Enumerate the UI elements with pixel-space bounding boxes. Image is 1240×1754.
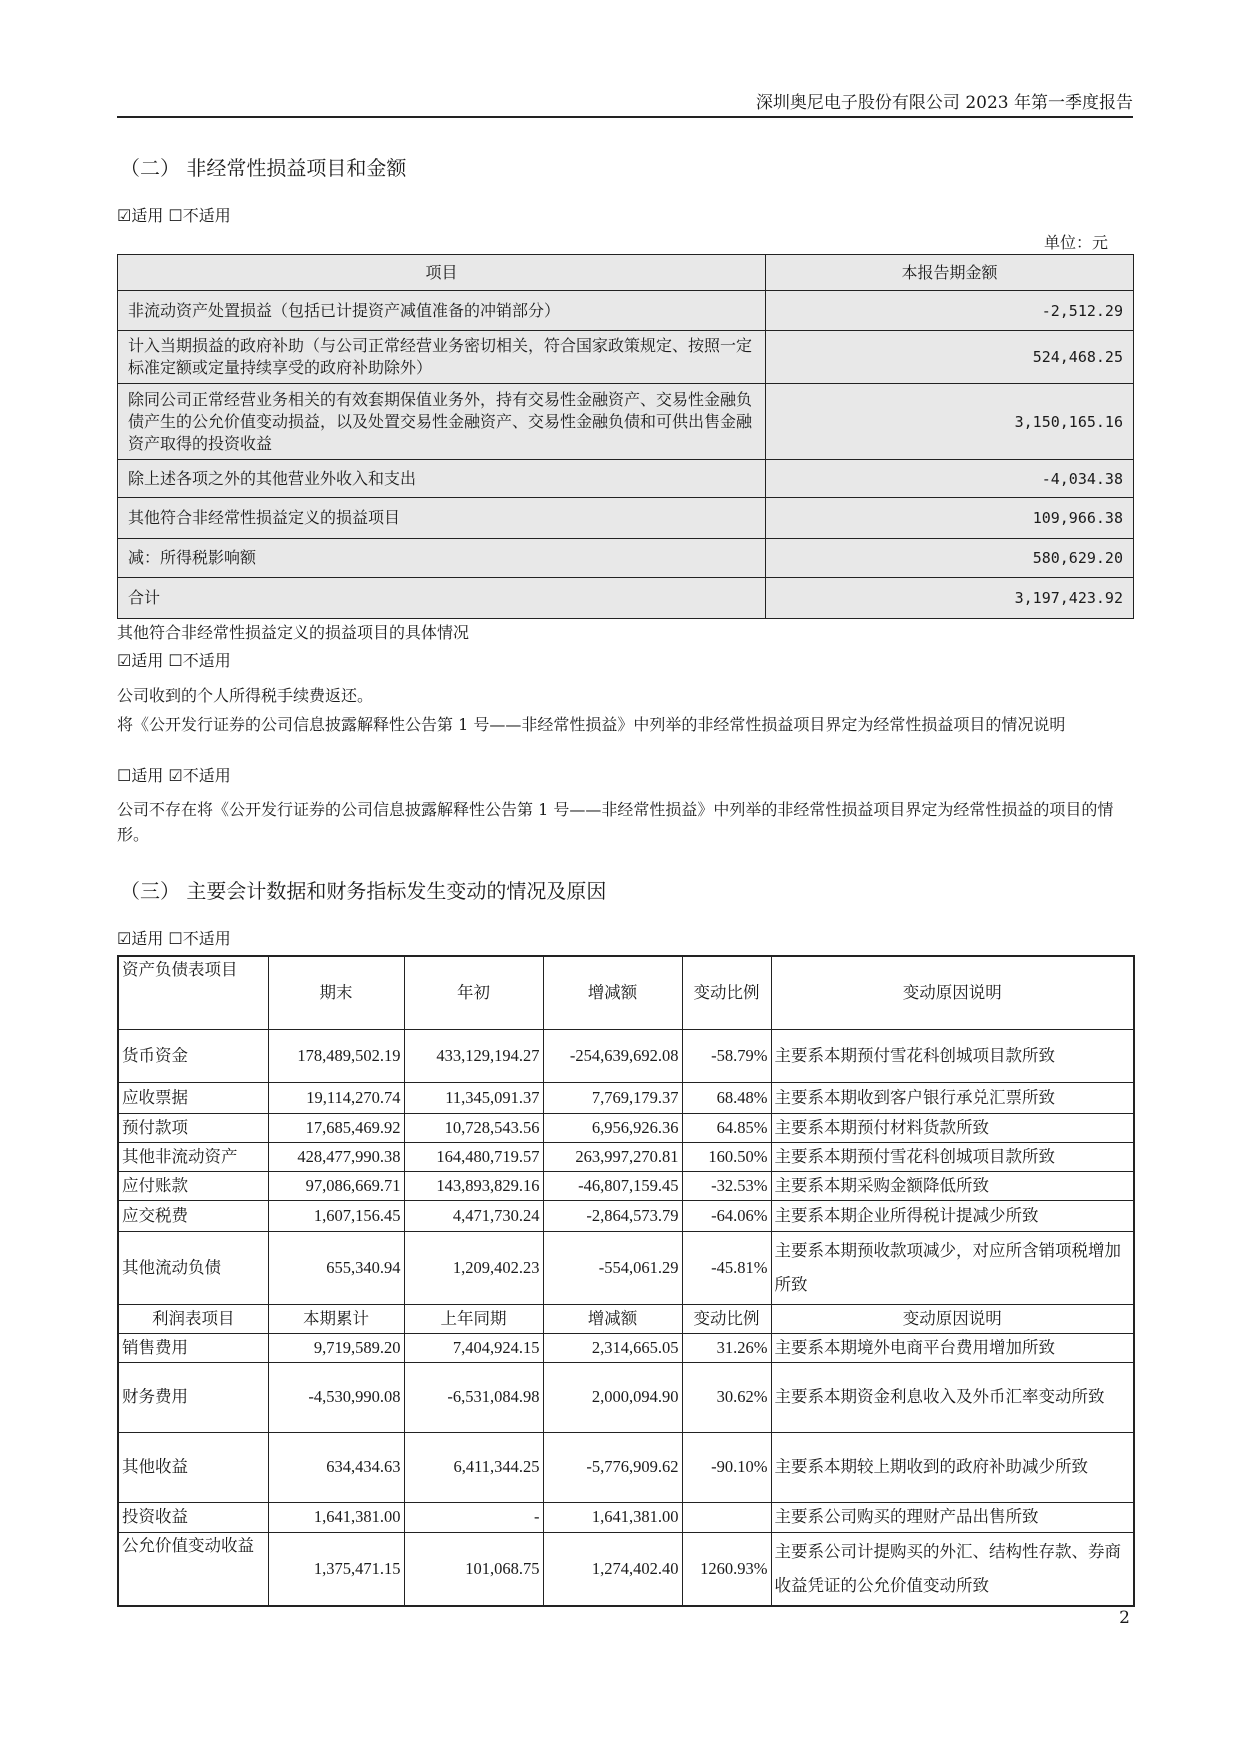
table-cell: -254,639,692.08: [543, 1029, 682, 1082]
table-cell: 97,086,669.71: [268, 1171, 404, 1200]
table-cell: 263,997,270.81: [543, 1142, 682, 1171]
table-row-item: 货币资金: [118, 1029, 268, 1082]
table-cell-reason: 主要系本期预付雪花科创城项目款所致: [771, 1142, 1134, 1171]
table-row-item: 除同公司正常经营业务相关的有效套期保值业务外，持有交易性金融资产、交易性金融负债产生的公允价值变动损益，以及处置交易性金融资产、交易性金融负债和可供出售金融资产取得的投资收益: [118, 384, 766, 460]
table-cell-reason: 主要系本期境外电商平台费用增加所致: [771, 1333, 1134, 1362]
col-item-header: 项目: [118, 255, 766, 291]
table-cell: 68.48%: [682, 1082, 771, 1113]
table-cell: -2,864,573.79: [543, 1200, 682, 1231]
table-cell: -46,807,159.45: [543, 1171, 682, 1200]
table-cell: 19,114,270.74: [268, 1082, 404, 1113]
table-row-item: 其他收益: [118, 1432, 268, 1502]
page-number: 2: [1119, 1608, 1130, 1628]
table-row-item: 其他流动负债: [118, 1231, 268, 1304]
col-amount-header: 本报告期金额: [766, 255, 1134, 291]
other-items-title: 其他符合非经常性损益定义的损益项目的具体情况: [117, 623, 470, 642]
other-items-applicable: ☑适用 ☐不适用: [117, 651, 231, 670]
table-cell-reason: 主要系本期较上期收到的政府补助减少所致: [771, 1432, 1134, 1502]
table-cell: 1,641,381.00: [543, 1502, 682, 1532]
bs-header-begin: 年初: [404, 956, 543, 1029]
table-cell-reason: 主要系本期企业所得税计提减少所致: [771, 1200, 1134, 1231]
table-cell: -4,530,990.08: [268, 1362, 404, 1432]
is-header-current: 本期累计: [268, 1304, 404, 1333]
table-cell: 655,340.94: [268, 1231, 404, 1304]
table-cell: 160.50%: [682, 1142, 771, 1171]
table-cell: 143,893,829.16: [404, 1171, 543, 1200]
table-cell: 634,434.63: [268, 1432, 404, 1502]
table-cell-reason: 主要系公司计提购买的外汇、结构性存款、券商收益凭证的公允价值变动所致: [771, 1532, 1134, 1606]
table-cell: 1260.93%: [682, 1532, 771, 1606]
table-cell-reason: 主要系本期收到客户银行承兑汇票所致: [771, 1082, 1134, 1113]
table-cell: 11,345,091.37: [404, 1082, 543, 1113]
table-row-item: 计入当期损益的政府补助（与公司正常经营业务密切相关，符合国家政策规定、按照一定标准定额或定量持续享受的政府补助除外）: [118, 331, 766, 384]
section3-heading: （三） 主要会计数据和财务指标发生变动的情况及原因: [120, 879, 607, 903]
table-cell: 101,068.75: [404, 1532, 543, 1606]
table-row-item: 预付款项: [118, 1113, 268, 1142]
table-cell-reason: 主要系本期资金利息收入及外币汇率变动所致: [771, 1362, 1134, 1432]
is-header-change: 增减额: [543, 1304, 682, 1333]
table-cell: 1,607,156.45: [268, 1200, 404, 1231]
section3-applicable: ☑适用 ☐不适用: [117, 929, 231, 948]
table-row-amount: 3,150,165.16: [766, 384, 1134, 460]
table-row-amount: -2,512.29: [766, 291, 1134, 331]
table-row-item: 公允价值变动收益: [118, 1532, 268, 1606]
table-cell: 30.62%: [682, 1362, 771, 1432]
table-cell: 433,129,194.27: [404, 1029, 543, 1082]
bs-header-reason: 变动原因说明: [771, 956, 1134, 1029]
table-cell-reason: 主要系本期采购金额降低所致: [771, 1171, 1134, 1200]
table-cell: 6,956,926.36: [543, 1113, 682, 1142]
table-row-item: 应付账款: [118, 1171, 268, 1200]
table-row-item: 投资收益: [118, 1502, 268, 1532]
table-cell: 1,641,381.00: [268, 1502, 404, 1532]
bs-header-end: 期末: [268, 956, 404, 1029]
table-cell: 6,411,344.25: [404, 1432, 543, 1502]
table-row-item: 除上述各项之外的其他营业外收入和支出: [118, 460, 766, 498]
table-row-amount: 109,966.38: [766, 498, 1134, 539]
table-row-item: 应交税费: [118, 1200, 268, 1231]
table-row-item: 财务费用: [118, 1362, 268, 1432]
table-cell: 7,404,924.15: [404, 1333, 543, 1362]
table-cell: 4,471,730.24: [404, 1200, 543, 1231]
define-text: 公司不存在将《公开发行证券的公司信息披露解释性公告第 1 号——非经常性损益》中列举的非经常性损益项目界定为经常性损益的项目的情形。: [117, 800, 1114, 844]
is-header-item: 利润表项目: [118, 1304, 268, 1333]
table-row-amount: -4,034.38: [766, 460, 1134, 498]
table-cell: 164,480,719.57: [404, 1142, 543, 1171]
report-header: [117, 82, 1133, 118]
non-recurring-table: [117, 254, 1134, 619]
table-cell-reason: 主要系本期预付雪花科创城项目款所致: [771, 1029, 1134, 1082]
table-cell: 428,477,990.38: [268, 1142, 404, 1171]
table-cell: -58.79%: [682, 1029, 771, 1082]
table-cell: 1,375,471.15: [268, 1532, 404, 1606]
table-cell-reason: 主要系本期预付材料货款所致: [771, 1113, 1134, 1142]
table-cell: 1,209,402.23: [404, 1231, 543, 1304]
table-row-amount: 3,197,423.92: [766, 578, 1134, 619]
table-cell: 9,719,589.20: [268, 1333, 404, 1362]
table-row-item: 销售费用: [118, 1333, 268, 1362]
table-row-amount: 580,629.20: [766, 539, 1134, 578]
table-cell: 7,769,179.37: [543, 1082, 682, 1113]
table-cell: 1,274,402.40: [543, 1532, 682, 1606]
table-cell-reason: 主要系公司购买的理财产品出售所致: [771, 1502, 1134, 1532]
table-cell: 17,685,469.92: [268, 1113, 404, 1142]
table-row-item: 非流动资产处置损益（包括已计提资产减值准备的冲销部分）: [118, 291, 766, 331]
table-cell: 2,000,094.90: [543, 1362, 682, 1432]
table-cell: [682, 1502, 771, 1532]
bs-header-ratio: 变动比例: [682, 956, 771, 1029]
table-cell: 31.26%: [682, 1333, 771, 1362]
table-cell: -90.10%: [682, 1432, 771, 1502]
is-header-ratio: 变动比例: [682, 1304, 771, 1333]
bs-header-item: 资产负债表项目: [118, 956, 268, 1029]
table-row-item: 其他符合非经常性损益定义的损益项目: [118, 498, 766, 539]
is-header-prior: 上年同期: [404, 1304, 543, 1333]
table-row-item: 减：所得税影响额: [118, 539, 766, 578]
table-cell: 64.85%: [682, 1113, 771, 1142]
table-cell: -64.06%: [682, 1200, 771, 1231]
table-cell: -45.81%: [682, 1231, 771, 1304]
report-title: 深圳奥尼电子股份有限公司 2023 年第一季度报告: [755, 93, 1133, 113]
unit-label: 单位：元: [1043, 233, 1108, 252]
table-cell: -6,531,084.98: [404, 1362, 543, 1432]
table-cell: -32.53%: [682, 1171, 771, 1200]
table-cell: -: [404, 1502, 543, 1532]
table-row-item: 合计: [118, 578, 766, 619]
table-cell: -5,776,909.62: [543, 1432, 682, 1502]
other-items-text: 公司收到的个人所得税手续费返还。: [117, 686, 374, 705]
table-cell: 178,489,502.19: [268, 1029, 404, 1082]
bs-header-change: 增减额: [543, 956, 682, 1029]
table-cell: 10,728,543.56: [404, 1113, 543, 1142]
table-row-amount: 524,468.25: [766, 331, 1134, 384]
define-applicable: ☐适用 ☑不适用: [117, 766, 231, 785]
table-row-item: 其他非流动资产: [118, 1142, 268, 1171]
table-cell: -554,061.29: [543, 1231, 682, 1304]
change-table: [117, 955, 1135, 1607]
is-header-reason: 变动原因说明: [771, 1304, 1134, 1333]
table-cell: 2,314,665.05: [543, 1333, 682, 1362]
section2-heading: （二） 非经常性损益项目和金额: [120, 156, 407, 180]
table-cell-reason: 主要系本期预收款项减少，对应所含销项税增加所致: [771, 1231, 1134, 1304]
section2-applicable: ☑适用 ☐不适用: [117, 206, 231, 225]
table-row-item: 应收票据: [118, 1082, 268, 1113]
define-title: 将《公开发行证券的公司信息披露解释性公告第 1 号——非经常性损益》中列举的非经常性损益项目界定为经常性损益项目的情况说明: [117, 715, 1066, 734]
